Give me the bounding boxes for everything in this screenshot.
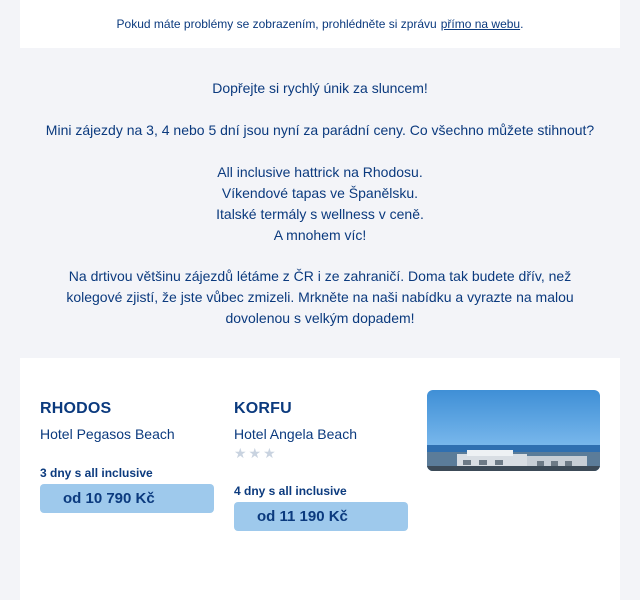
hotel-photo[interactable] [427,390,600,471]
offer-duration: 3 dny s all inclusive [40,466,153,480]
offer-hotel[interactable]: Hotel Pegasos Beach [40,426,175,442]
intro-section [20,48,620,358]
preheader [20,0,620,48]
offer-hotel[interactable]: Hotel Angela Beach [234,426,357,442]
intro-subline: Mini zájezdy na 3, 4 nebo 5 dní jsou nyní za parádní ceny. Co všechno můžete stihnout? [45,122,595,138]
offer-destination[interactable]: KORFU [234,400,292,417]
highlight-item: Víkendové tapas ve Španělsku. [221,185,419,201]
hotel-photo-image [427,390,600,471]
offer-card-rhodos[interactable] [40,400,220,513]
intro-closing: Na drtivou většinu zájezdů létáme z ČR i ze zahraničí. Doma tak budete dřív, než kolegové zjistí, že jste vůbec zmizeli. Mrkněte na naši nabídku a vyrazte na malou dovolenou s velkým dopadem! [66,268,574,326]
intro-headline: Dopřejte si rychlý únik za sluncem! [212,80,428,96]
offer-price-button[interactable]: od 11 190 Kč [234,502,408,531]
email-body [20,0,620,600]
offer-duration: 4 dny s all inclusive [234,484,347,498]
highlight-item: A mnohem víc! [273,227,367,243]
highlight-item: All inclusive hattrick na Rhodosu. [217,164,423,180]
preheader-end: . [520,17,524,31]
star-rating: ★★★ [234,445,278,461]
preheader-text: Pokud máte problémy se zobrazením, prohlédněte si zprávu [116,17,437,31]
offer-price-button[interactable]: od 10 790 Kč [40,484,214,513]
highlights-list [20,162,620,246]
web-version-link[interactable]: přímo na webu [440,17,521,31]
highlight-item: Italské termály s wellness v ceně. [216,206,424,222]
offer-card-korfu[interactable] [234,400,414,531]
offer-destination[interactable]: RHODOS [40,400,112,417]
offers-section [20,358,620,600]
